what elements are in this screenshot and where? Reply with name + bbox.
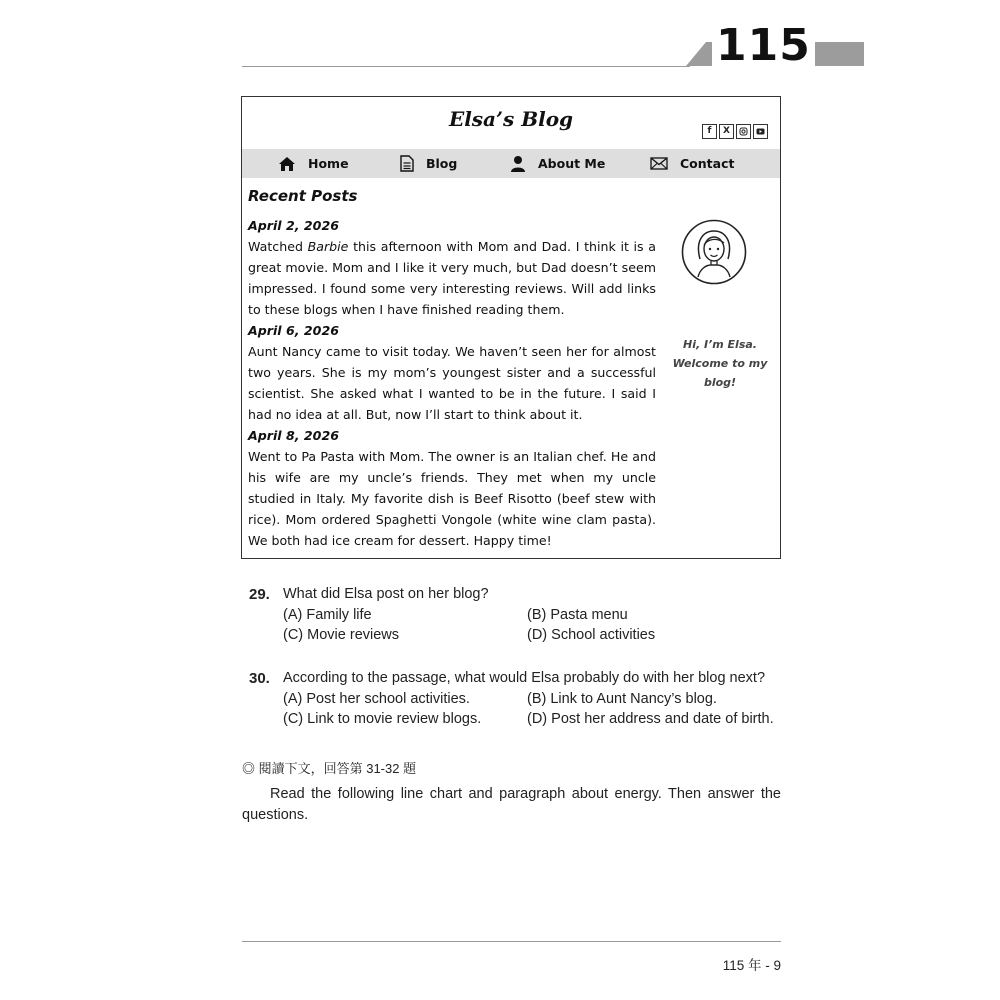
post-date: April 6, 2026 [248,323,339,338]
option-29-c[interactable]: (C) Movie reviews [283,627,400,643]
post-date: April 8, 2026 [248,428,339,443]
greeting-caption [666,335,774,392]
question-number: 29. [249,586,270,603]
header-rule [242,66,690,67]
nav-blog[interactable] [400,149,457,178]
question-text: What did Elsa post on her blog? [283,586,489,602]
document-icon [400,155,414,172]
post [248,320,656,425]
facebook-icon[interactable]: f [702,124,717,139]
posts-list [248,215,656,551]
youtube-icon[interactable] [753,124,768,139]
footer-page-label: 115 年 - 9 [722,958,781,973]
nav-contact[interactable] [650,149,734,178]
post-body: Aunt Nancy came to visit today. We haven’t seen her for almost two years. She is my mom’s youngest sister and a successful scientist. She asked what I wanted to be in the future. I said I had no idea at all. But, now I’ll start to think about it. [248,344,656,422]
footer-rule [242,941,781,942]
nav-home-label: Home [308,156,349,171]
option-30-b[interactable]: (B) Link to Aunt Nancy’s blog. [527,691,717,707]
option-29-b[interactable]: (B) Pasta menu [527,607,628,623]
movie-title: Barbie [307,239,349,254]
recent-posts-heading: Recent Posts [248,187,358,205]
post-body: Went to Pa Pasta with Mom. The owner is an Italian chef. He and his wife are my uncle’s friends. They met when my uncle studied in Italy. My favorite dish is Beef Risotto (beef stew with rice). Mom ordered Spaghetti Vongole (white wine clam pasta). We both had ice cream for dessert. Happy time! [248,449,656,548]
option-30-a[interactable]: (A) Post her school activities. [283,691,470,707]
envelope-icon [650,157,668,170]
nav-contact-label: Contact [680,156,735,171]
page-number: 115 [712,22,815,70]
section-instruction: ◎ 閱讀下文，回答第 31-32 題 [242,761,417,776]
nav-home[interactable] [278,149,349,178]
question-text: According to the passage, what would Elsa probably do with her blog next? [283,670,766,686]
nav-about-me[interactable] [510,149,605,178]
x-icon[interactable]: X [719,124,734,139]
post-body-rest: this afternoon with Mom and Dad. I think it is a great movie. Mom and I like it very much, but Dad doesn’t seem impressed. I found some very interesting reviews. Will add links to these blogs when I have finished reading them. [248,239,656,317]
nav-about-label: About Me [538,156,606,171]
option-30-c[interactable]: (C) Link to movie review blogs. [283,711,482,727]
post-date: April 2, 2026 [248,218,339,233]
intro-paragraph: Read the following line chart and paragraph about energy. Then answer the questions. [242,786,781,823]
greeting-line: blog! [703,376,737,389]
option-29-a[interactable]: (A) Family life [283,607,372,623]
blog-panel [241,96,781,559]
person-icon [510,155,526,172]
home-icon [278,156,296,172]
blog-title: Elsa’s Blog [448,107,574,131]
nav-blog-label: Blog [426,156,458,171]
greeting-line: Welcome to my [672,357,768,370]
post [248,215,656,320]
option-30-d[interactable]: (D) Post her address and date of birth. [527,711,774,727]
post-body-start: Watched [248,239,308,254]
blog-nav-bar [242,149,780,178]
post-body [248,236,656,320]
avatar [681,219,747,285]
question-number: 30. [249,670,270,687]
option-29-d[interactable]: (D) School activities [527,627,656,643]
greeting-line: Hi, I’m Elsa. [683,338,757,351]
post [248,425,656,551]
social-icons [702,124,768,139]
instagram-icon[interactable] [736,124,751,139]
